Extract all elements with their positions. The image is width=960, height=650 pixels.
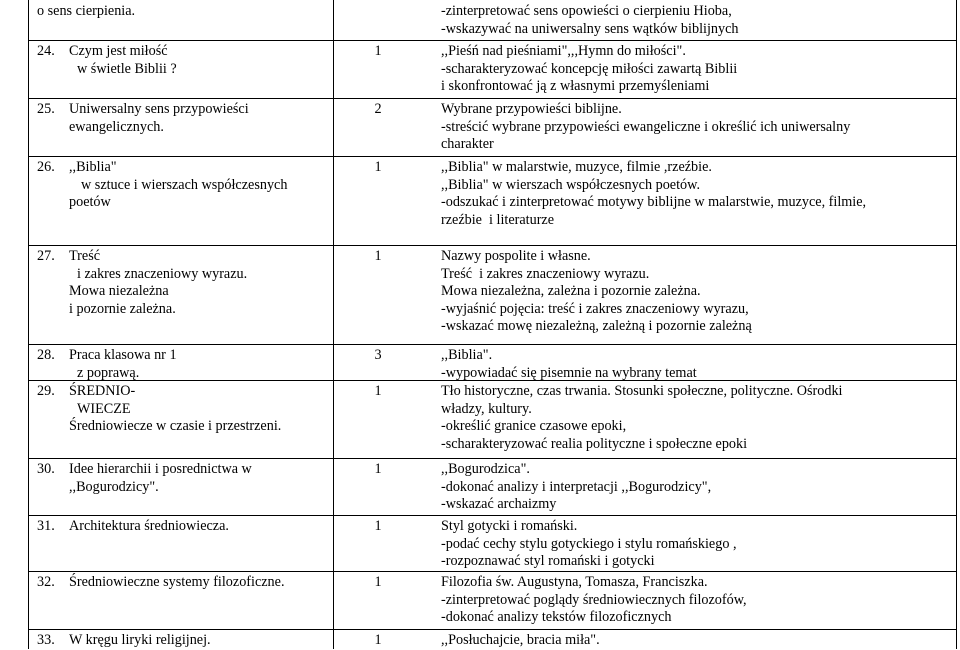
lesson-content-line: -wskazywać na uniwersalny sens wątków biblijnych	[441, 20, 739, 37]
lesson-hours: 1	[374, 248, 382, 264]
lesson-hours: 1	[374, 632, 382, 648]
lesson-content-line: -dokonać analizy tekstów filozoficznych	[441, 609, 672, 626]
lesson-content-line: Nazwy pospolite i własne.	[441, 248, 591, 264]
lesson-number: 29.	[37, 383, 55, 399]
row-divider	[28, 571, 956, 572]
lesson-content-line: -streścić wybrane przypowieści ewangeliczne i określić ich uniwersalny	[441, 118, 851, 135]
lesson-number: 27.	[37, 248, 55, 264]
lesson-topic-line: i zakres znaczeniowy wyrazu.	[77, 265, 248, 282]
lesson-topic-line: o sens cierpienia.	[37, 3, 136, 19]
lesson-content-line: -zinterpretować poglądy średniowiecznych filozofów,	[441, 591, 747, 608]
lesson-topic-line: ewangelicznych.	[69, 118, 164, 135]
lesson-number: 26.	[37, 159, 55, 175]
lesson-topic-line: Czym jest miłość	[69, 43, 168, 59]
lesson-hours: 1	[374, 461, 382, 477]
lesson-content-line: Mowa niezależna, zależna i pozornie zależna.	[441, 283, 701, 300]
lesson-content-line: -rozpoznawać styl romański i gotycki	[441, 553, 655, 570]
lesson-content-line: ,,Biblia" w malarstwie, muzyce, filmie ,rzeźbie.	[441, 159, 712, 175]
lesson-content-line: -wypowiadać się pisemnie na wybrany temat	[441, 364, 697, 381]
column-divider	[333, 0, 334, 649]
lesson-hours: 1	[374, 518, 382, 534]
lesson-content-line: Filozofia św. Augustyna, Tomasza, Franciszka.	[441, 574, 708, 590]
row-divider	[28, 629, 956, 630]
lesson-number: 33.	[37, 632, 55, 648]
lesson-topic-line: w świetle Biblii ?	[77, 60, 177, 77]
lesson-number: 25.	[37, 101, 55, 117]
lesson-topic-line: Mowa niezależna	[69, 283, 169, 300]
lesson-topic-line: WIECZE	[77, 400, 131, 417]
lesson-topic-line: Średniowieczne systemy filozoficzne.	[69, 574, 285, 590]
lesson-number: 30.	[37, 461, 55, 477]
lesson-topic-line: Praca klasowa nr 1	[69, 347, 177, 363]
column-divider	[956, 0, 957, 649]
row-divider	[28, 515, 956, 516]
lesson-number: 24.	[37, 43, 55, 59]
lesson-hours: 1	[374, 159, 382, 175]
lesson-hours: 2	[374, 101, 382, 117]
lesson-content-line: ,,Pieśń nad pieśniami",,,Hymn do miłości".	[441, 43, 686, 59]
lesson-topic-line: Treść	[69, 248, 101, 264]
lesson-content-line: -scharakteryzować koncepcję miłości zawartą Biblii	[441, 60, 738, 77]
lesson-content-line: -dokonać analizy i interpretacji ,,Bogurodzicy",	[441, 478, 712, 495]
lesson-topic-line: ,,Biblia"	[69, 159, 117, 175]
lesson-hours: 1	[374, 383, 382, 399]
lesson-topic-line: z poprawą.	[77, 364, 140, 381]
lesson-content-line: ,,Biblia" w wierszach współczesnych poetów.	[441, 176, 700, 193]
lesson-content-line: ,,Biblia".	[441, 347, 493, 363]
lesson-topic-line: W kręgu liryki religijnej.	[69, 632, 211, 648]
lesson-content-line: rzeźbie i literaturze	[441, 211, 555, 228]
lesson-hours: 3	[374, 347, 382, 363]
lesson-content-line: -zinterpretować sens opowieści o cierpieniu Hioba,	[441, 3, 732, 19]
lesson-topic-line: Architektura średniowiecza.	[69, 518, 229, 534]
lesson-content-line: władzy, kultury.	[441, 400, 532, 417]
lesson-content-line: -określić granice czasowe epoki,	[441, 418, 627, 435]
lesson-content-line: i skonfrontować ją z własnymi przemyśleniami	[441, 78, 710, 95]
lesson-topic-line: i pozornie zależna.	[69, 300, 176, 317]
lesson-number: 31.	[37, 518, 55, 534]
lesson-content-line: -wskazać archaizmy	[441, 496, 557, 513]
lesson-content-line: -odszukać i zinterpretować motywy biblijne w malarstwie, muzyce, filmie,	[441, 194, 867, 211]
lesson-number: 32.	[37, 574, 55, 590]
lesson-content-line: Styl gotycki i romański.	[441, 518, 578, 534]
row-divider	[28, 458, 956, 459]
lesson-number: 28.	[37, 347, 55, 363]
row-divider	[28, 98, 956, 99]
lesson-content-line: -wskazać mowę niezależną, zależną i pozornie zależną	[441, 318, 752, 335]
lesson-topic-line: w sztuce i wierszach współczesnych	[81, 176, 288, 193]
lesson-hours: 1	[374, 574, 382, 590]
lesson-hours: 1	[374, 43, 382, 59]
lesson-topic-line: ŚREDNIO-	[69, 383, 136, 399]
row-divider	[28, 156, 956, 157]
lesson-topic-line: Idee hierarchii i posrednictwa w	[69, 461, 252, 477]
lesson-content-line: ,,Bogurodzica".	[441, 461, 530, 477]
lesson-topic-line: ,,Bogurodzicy".	[69, 478, 159, 495]
row-divider	[28, 245, 956, 246]
lesson-content-line: ,,Posłuchajcie, bracia miła".	[441, 632, 600, 648]
lesson-content-line: Tło historyczne, czas trwania. Stosunki społeczne, polityczne. Ośrodki	[441, 383, 843, 399]
row-divider	[28, 344, 956, 345]
lesson-content-line: -podać cechy stylu gotyckiego i stylu romańskiego ,	[441, 535, 737, 552]
lesson-content-line: -scharakteryzować realia polityczne i społeczne epoki	[441, 435, 748, 452]
lesson-topic-line: poetów	[69, 194, 111, 211]
column-divider	[28, 0, 29, 649]
lesson-topic-line: Średniowiecze w czasie i przestrzeni.	[69, 418, 282, 435]
lesson-content-line: charakter	[441, 136, 494, 153]
lesson-content-line: Treść i zakres znaczeniowy wyrazu.	[441, 265, 650, 282]
lesson-topic-line: Uniwersalny sens przypowieści	[69, 101, 249, 117]
lesson-content-line: Wybrane przypowieści biblijne.	[441, 101, 622, 117]
lesson-content-line: -wyjaśnić pojęcia: treść i zakres znaczeniowy wyrazu,	[441, 300, 749, 317]
row-divider	[28, 40, 956, 41]
